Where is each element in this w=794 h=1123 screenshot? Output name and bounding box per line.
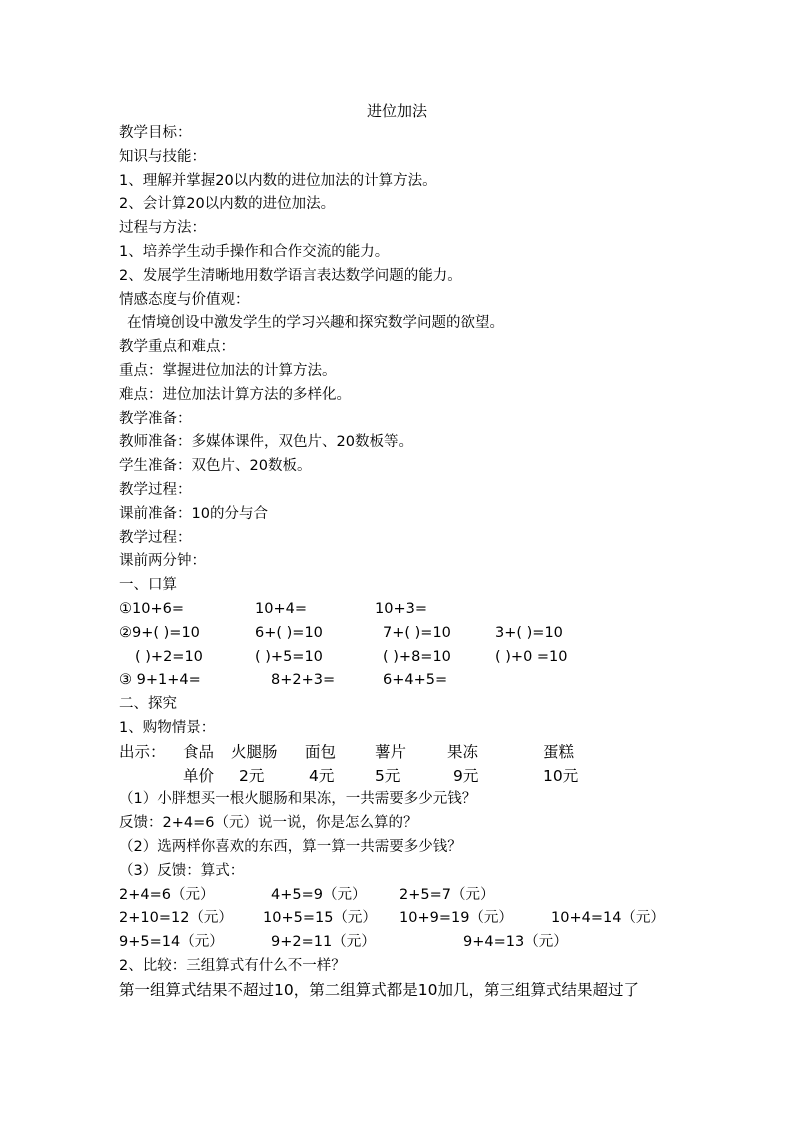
text-line: （2）选两样你喜欢的东西，算一算一共需要多少钱？ [119, 838, 462, 855]
text-line: 教学目标： [119, 125, 192, 141]
shop-cell: 薯片 [375, 742, 407, 761]
formula-row [119, 931, 719, 955]
formula: 2+4=6（元） [119, 886, 215, 903]
shop-cell: 火腿肠 [231, 742, 278, 761]
oral-item: ①10+6= [119, 600, 184, 617]
formula: 9+2=11（元） [271, 934, 376, 951]
oral-item: 6+( )=10 [255, 624, 323, 641]
formula-row [119, 884, 719, 908]
text-line: 重点：掌握进位加法的计算方法。 [119, 362, 337, 379]
text-line: 2、会计算20以内数的进位加法。 [119, 196, 336, 213]
text-line: 2、比较：三组算式有什么不一样？ [119, 957, 346, 974]
oral-item: ③ 9+1+4= [119, 672, 201, 689]
text-line: 教学重点和难点： [119, 339, 235, 356]
shop-cell: 食品 [183, 742, 215, 761]
oral-item: 10+3= [375, 600, 427, 617]
oral-row [119, 622, 719, 646]
text-line: 在情境创设中激发学生的学习兴趣和探究数学问题的欲望。 [127, 315, 504, 332]
text-line: 一、口算 [119, 577, 177, 594]
shop-cell: 单价 [183, 766, 215, 785]
formula: 9+4=13（元） [463, 934, 568, 951]
oral-row [119, 598, 719, 622]
document-body [119, 122, 719, 1002]
text-line: 情感态度与价值观： [119, 291, 250, 308]
text-line: （3）反馈：算式： [119, 862, 245, 879]
shop-items-row [119, 741, 719, 765]
formula: 10+4=14（元） [551, 910, 665, 927]
formula: 2+5=7（元） [399, 886, 495, 903]
document-title: 进位加法 [366, 102, 427, 120]
text-line: 过程与方法： [119, 220, 206, 237]
shop-cell: 4元 [309, 766, 335, 785]
text-line: 课前两分钟： [119, 553, 206, 570]
shop-cell: 9元 [453, 766, 479, 785]
oral-item: 7+( )=10 [383, 624, 451, 641]
text-line: 难点：进位加法计算方法的多样化。 [119, 386, 351, 403]
oral-item: ( )+8=10 [383, 648, 451, 665]
formula: 4+5=9（元） [271, 886, 367, 903]
text-line: 教师准备：多媒体课件，双色片、20数板等。 [119, 434, 413, 451]
text-line: 2、发展学生清晰地用数学语言表达数学问题的能力。 [119, 267, 462, 284]
oral-item: 6+4+5= [383, 672, 448, 689]
text-line: （1）小胖想买一根火腿肠和果冻，一共需要多少元钱？ [119, 791, 477, 808]
oral-item: ( )+5=10 [255, 648, 323, 665]
shop-cell: 面包 [305, 742, 337, 761]
oral-item: 3+( )=10 [495, 624, 563, 641]
text-line: 1、购物情景： [119, 719, 216, 736]
text-line: 反馈：2+4=6（元）说一说，你是怎么算的？ [119, 815, 418, 832]
text-line: 1、培养学生动手操作和合作交流的能力。 [119, 243, 390, 260]
formula: 9+5=14（元） [119, 934, 224, 951]
formula-row [119, 907, 719, 931]
shop-price-row [119, 765, 719, 789]
text-line: 第一组算式结果不超过10，第二组算式都是10加几，第三组算式结果超过了 [119, 980, 639, 999]
formula: 2+10=12（元） [119, 910, 233, 927]
shop-cell: 蛋糕 [543, 742, 575, 761]
text-line: 知识与技能： [119, 148, 206, 165]
oral-item: 8+2+3= [271, 672, 336, 689]
shop-cell: 10元 [543, 766, 579, 785]
oral-item: ( )+2=10 [135, 648, 203, 665]
shop-cell: 出示： [119, 742, 166, 761]
oral-item: ( )+0 =10 [495, 648, 568, 665]
shop-cell: 果冻 [447, 742, 479, 761]
shop-cell: 2元 [239, 766, 265, 785]
text-line: 学生准备：双色片、20数板。 [119, 458, 312, 475]
formula: 10+5=15（元） [263, 910, 377, 927]
text-line: 教学准备： [119, 410, 192, 427]
shop-cell: 5元 [375, 766, 401, 785]
text-line: 课前准备：10的分与合 [119, 505, 268, 522]
text-line: 教学过程： [119, 481, 192, 498]
text-line: 教学过程： [119, 529, 192, 546]
oral-row [119, 646, 719, 670]
oral-item: ②9+( )=10 [119, 624, 200, 641]
text-line: 1、理解并掌握20以内数的进位加法的计算方法。 [119, 172, 437, 189]
section-heading: 二、探究 [119, 696, 177, 713]
oral-item: 10+4= [255, 600, 307, 617]
oral-row [119, 669, 719, 693]
formula: 10+9=19（元） [399, 910, 513, 927]
